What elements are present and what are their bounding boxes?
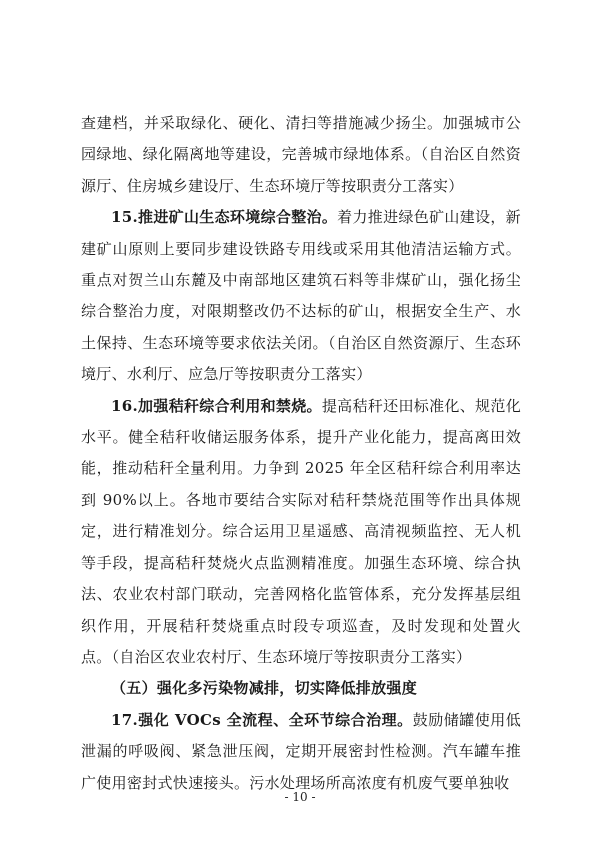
- document-body: [81, 108, 521, 799]
- paragraph-continuation: 查建档，并采取绿化、硬化、清扫等措施减少扬尘。加强城市公园绿地、绿化隔离地等建设，完善城市绿地体系。（自治区自然资源厅、住房城乡建设厅、生态环境厅等按职责分工落实）: [81, 114, 521, 195]
- item-16-body: 提高秸秆还田标准化、规范化水平。健全秸秆收储运服务体系，提升产业化能力，提高离田效能，推动秸秆全量利用。力争到 2025 年全区秸秆综合利用率达到 90%以上。各地市要结合实际对秸秆禁烧范围等作出具体规定，进行精准划分。综合运用卫星遥感、高清视频监控、无人机等手段，提高秸秆焚烧火点监测精准度。加强生态环境、综合执法、农业农村部门联动，完善网格化监管体系，充分发挥基层组织作用，开展秸秆焚烧重点时段专项巡查，及时发现和处置火点。（自治区农业农村厅、生态环境厅等按职责分工落实）: [81, 396, 521, 666]
- page-number: - 10 -: [284, 790, 316, 804]
- item-17-heading: 17.强化 VOCs 全流程、全环节综合治理。: [111, 710, 413, 729]
- paragraph-15: [81, 202, 521, 390]
- paragraph-16: [81, 391, 521, 674]
- item-15-body: 着力推进绿色矿山建设，新建矿山原则上要同步建设铁路专用线或采用其他清洁运输方式。重点对贺兰山东麓及中南部地区建筑石料等非煤矿山，强化扬尘综合整治力度，对限期整改仍不达标的矿山，根据安全生产、水土保持、生态环境等要求依法关闭。（自治区自然资源厅、生态环境厅、水利厅、应急厅等按职责分工落实）: [81, 208, 521, 384]
- item-15-heading: 15.推进矿山生态环境综合整治。: [111, 208, 338, 227]
- paragraph-17: [81, 705, 521, 799]
- item-16-heading: 16.加强秸秆综合利用和禁烧。: [111, 396, 322, 415]
- section-5-heading: （五）强化多污染物减排，切实降低排放强度: [111, 679, 418, 698]
- item-17-body: 鼓励储罐使用低泄漏的呼吸阀、紧急泄压阀，定期开展密封性检测。汽车罐车推广使用密封式快速接头。污水处理场所高浓度有机废气要单独收: [81, 710, 521, 792]
